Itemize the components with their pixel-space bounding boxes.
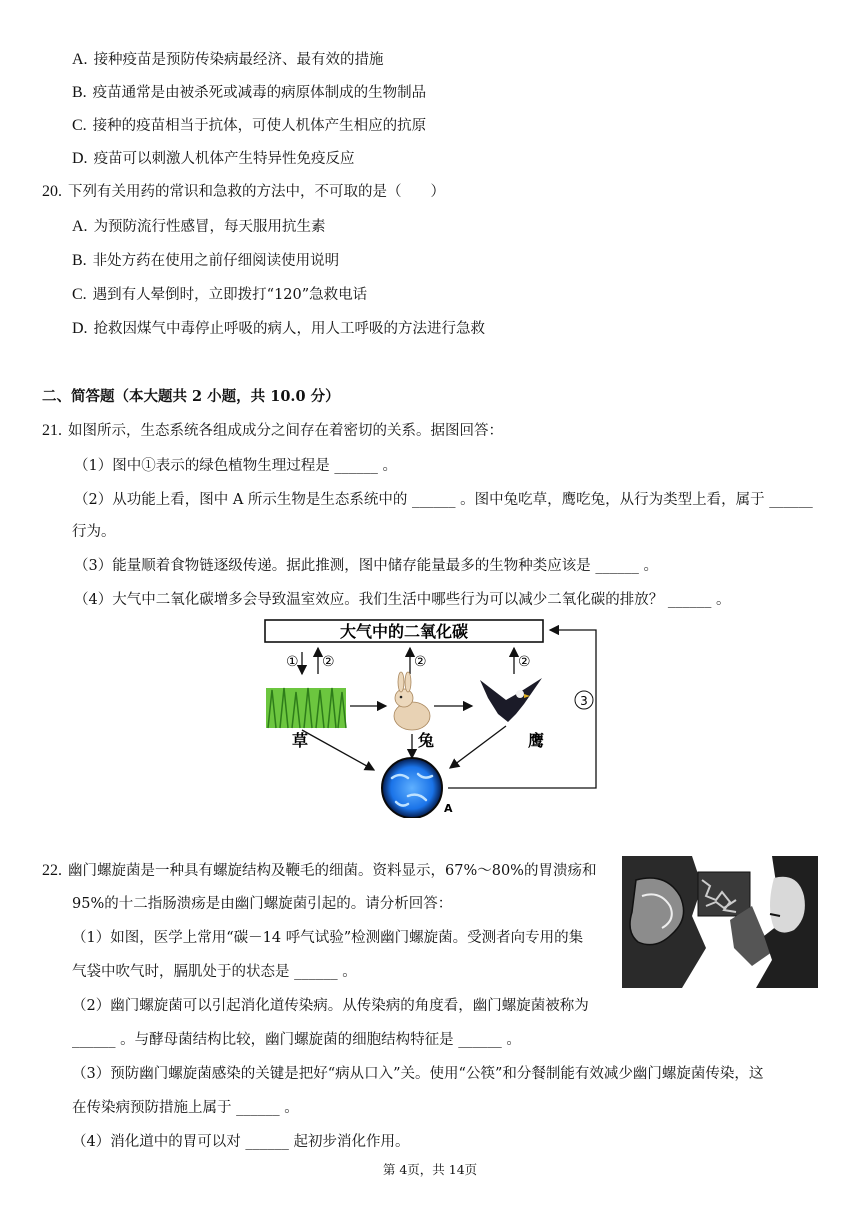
- label-arrow2-rabbit: ②: [414, 654, 427, 670]
- q22-part-2: （2）幽门螺旋菌可以引起消化道传染病。从传染病的角度看，幽门螺旋菌被称为: [72, 998, 589, 1014]
- q22-part-4: （4）消化道中的胃可以对 ______ 起初步消化作用。: [72, 1134, 410, 1150]
- label-eagle: 鹰: [528, 731, 545, 750]
- decomposer-image: [382, 758, 442, 818]
- q19-option-a: A. 接种疫苗是预防传染病最经济、最有效的措施: [72, 51, 384, 68]
- q22-part-1: （1）如图，医学上常用“碳－14 呼气试验”检测幽门螺旋菌。受测者向专用的集: [72, 930, 584, 946]
- label-arrow2-grass: ②: [322, 654, 335, 670]
- q20-stem: 20. 下列有关用药的常识和急救的方法中，不可取的是（ ）: [42, 183, 445, 200]
- q21-part-4: （4）大气中二氧化碳增多会导致温室效应。我们生活中哪些行为可以减少二氧化碳的排放？ ______ 。: [74, 592, 731, 608]
- rabbit-image: [394, 672, 430, 730]
- q21-stem: 21. 如图所示，生态系统各组成成分之间存在着密切的关系。据图回答：: [42, 422, 503, 439]
- atmosphere-label: 大气中的二氧化碳: [339, 622, 469, 641]
- q22-line-1: 22. 幽门螺旋菌是一种具有螺旋结构及鞭毛的细菌。资料显示，67%～80%的胃溃疡和: [42, 862, 597, 879]
- q21-part-1: （1）图中①表示的绿色植物生理过程是 ______ 。: [74, 458, 397, 474]
- breath-test-image: [622, 856, 818, 988]
- section-title: 二、简答题（本大题共 2 小题，共 10.0 分）: [42, 388, 340, 405]
- q19-option-b: B. 疫苗通常是由被杀死或减毒的病原体制成的生物制品: [72, 84, 427, 101]
- q20-option-d: D. 抢救因煤气中毒停止呼吸的病人，用人工呼吸的方法进行急救: [72, 320, 486, 337]
- label-decomposer: A: [444, 802, 453, 815]
- q20-option-a: A. 为预防流行性感冒，每天服用抗生素: [72, 218, 326, 235]
- q21-part-2: （2）从功能上看，图中 A 所示生物是生态系统中的 ______ 。图中兔吃草，鹰吃兔，从行为类型上看，属于 ______: [74, 492, 813, 508]
- q21-part-3: （3）能量顺着食物链逐级传递。据此推测，图中储存能量最多的生物种类应该是 ______ 。: [74, 558, 658, 574]
- q19-option-c: C. 接种的疫苗相当于抗体，可使人机体产生相应的抗原: [72, 117, 427, 134]
- grass-image: [266, 688, 346, 728]
- q22-part-3: （3）预防幽门螺旋菌感染的关键是把好“病从口入”关。使用“公筷”和分餐制能有效减少幽门螺旋菌传染，这: [72, 1066, 764, 1082]
- q20-option-b: B. 非处方药在使用之前仔细阅读使用说明: [72, 252, 340, 269]
- page-footer: 第 4页，共 14页: [382, 1162, 478, 1177]
- eagle-image: [480, 678, 542, 722]
- q22-part-3-cont: 在传染病预防措施上属于 ______ 。: [72, 1100, 299, 1116]
- q21-part-2-cont: 行为。: [72, 524, 116, 540]
- q19-option-d: D. 疫苗可以刺激人机体产生特异性免疫反应: [72, 150, 355, 167]
- arrow-grass-to-decomposer: [302, 730, 374, 770]
- q22-part-2-cont: ______ 。与酵母菌结构比较，幽门螺旋菌的细胞结构特征是 ______ 。: [72, 1032, 521, 1048]
- ecosystem-diagram: [262, 618, 602, 818]
- label-grass: 草: [292, 731, 309, 750]
- label-arrow3: 3: [580, 694, 588, 708]
- label-arrow2-eagle: ②: [518, 654, 531, 670]
- q22-line-2: 95%的十二指肠溃疡是由幽门螺旋菌引起的。请分析回答：: [72, 896, 453, 912]
- label-arrow1: ①: [286, 654, 299, 670]
- q20-option-c: C. 遇到有人晕倒时，立即拨打“120”急救电话: [72, 286, 368, 303]
- q22-part-1-cont: 气袋中吹气时，膈肌处于的状态是 ______ 。: [72, 964, 357, 980]
- arrow-eagle-to-decomposer: [450, 726, 506, 768]
- label-rabbit: 兔: [418, 731, 435, 750]
